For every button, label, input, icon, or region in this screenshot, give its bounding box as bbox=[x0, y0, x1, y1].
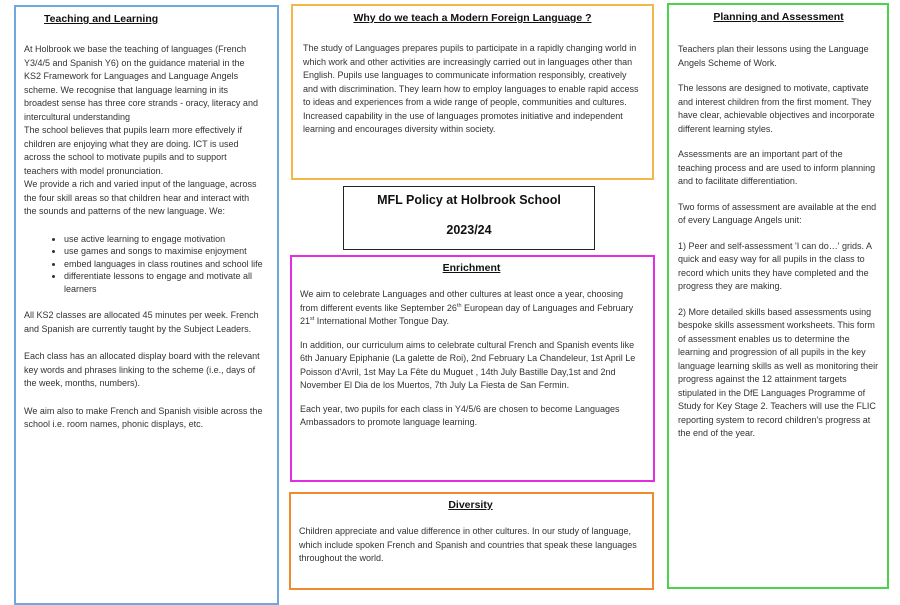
teaching-paragraph-4: All KS2 classes are allocated 45 minutes per week. French and Spanish are currently taught by the Subject Leaders. bbox=[24, 310, 259, 334]
planning-paragraph-6: 2) More detailed skills based assessments using bespoke skills assessment worksheets. This form of assessment enables us to determine the learning and progression of all pupils in the key language learning skills as well as monitoring their progress against the 12 attainment targets stipulated in the DfE Languages Programme of Study for Key Stage 2. Teachers will use the FLIC reporting system to record children's progress at the end of the year. bbox=[678, 306, 879, 438]
why-panel bbox=[291, 4, 654, 180]
teaching-paragraph-3: We provide a rich and varied input of the language, across the four skill areas so that children hear and interact with the sounds and patterns of the new language. We: bbox=[24, 179, 257, 216]
teaching-paragraph-5: Each class has an allocated display board with the relevant key words and phrases linking to the scheme (i.e., days of the week, months, numbers). bbox=[24, 351, 260, 388]
teaching-bullet-list bbox=[24, 233, 263, 296]
diversity-panel bbox=[289, 492, 654, 590]
teaching-paragraph-6: We aim also to make French and Spanish visible across the school i.e. room names, phonic displays, etc. bbox=[24, 405, 263, 429]
teaching-panel bbox=[14, 5, 279, 605]
planning-paragraph-2: The lessons are designed to motivate, captivate and interest children from the first moment. They have clear, achievable objectives and incorporate different learning styles. bbox=[678, 83, 875, 134]
enrichment-paragraph-2: In addition, our curriculum aims to celebrate cultural French and Spanish events like 6th January Epiphanie (La galette de Roi), 2nd February La Chandeleur, 1st April Le Poisson d'Avril, 1st May La Fête du Muguet , 14th July Bastille Day,1st and 2nd November El Dia de los Muertos, 7th July La Fiesta de San Fermin. bbox=[300, 339, 636, 390]
enrichment-paragraph-3: Each year, two pupils for each class in Y4/5/6 are chosen to become Languages Ambassadors to promote language learning. bbox=[300, 403, 620, 427]
why-title: Why do we teach a Modern Foreign Language ? bbox=[353, 12, 592, 24]
bullet-item: • use active learning to engage motivation bbox=[64, 233, 263, 246]
enrichment-panel bbox=[290, 255, 655, 482]
teaching-paragraph-2: The school believes that pupils learn more effectively if children are enjoying what they are doing. ICT is used across the school to motivate pupils and to support teachers with model pronunciation. bbox=[24, 125, 242, 176]
diversity-paragraph: Children appreciate and value difference in other cultures. In our study of language, which include spoken French and Spanish and countries that speak these languages throughout the world. bbox=[299, 526, 637, 563]
policy-year: 2023/24 bbox=[446, 223, 492, 237]
teaching-title: Teaching and Learning bbox=[44, 13, 159, 25]
why-paragraph: The study of Languages prepares pupils to participate in a rapidly changing world in which work and other activities are increasingly carried out in languages other than English. Pupils use languages to communicate information responsibly, creatively and with discrimination. They learn how to employ languages to enable rapid access to ideas and experiences from a wide range of people, communities and cultures. Increased capability in the use of languages promotes initiative and independent learning and encourages diversity within society. bbox=[303, 43, 639, 134]
planning-paragraph-5: 1) Peer and self-assessment 'I can do…' grids. A quick and easy way for all pupils in the class to record which units they have completed and the progress they are making. bbox=[678, 240, 872, 291]
planning-title: Planning and Assessment bbox=[713, 11, 844, 23]
policy-title-box bbox=[343, 186, 595, 250]
bullet-item: • embed languages in class routines and school life bbox=[64, 258, 263, 271]
bullet-item: • use games and songs to maximise enjoyment bbox=[64, 245, 263, 258]
bullet-item: • differentiate lessons to engage and motivate all learners bbox=[64, 270, 263, 295]
planning-paragraph-1: Teachers plan their lessons using the Language Angels Scheme of Work. bbox=[678, 44, 869, 68]
enrichment-title: Enrichment bbox=[442, 262, 501, 274]
enrichment-paragraph-1: We aim to celebrate Languages and other cultures at least once a year, choosing from different events like September 26th European day of Languages and February 21st International Mother Tongue Day. bbox=[300, 289, 634, 326]
planning-panel bbox=[667, 3, 889, 589]
planning-paragraph-3: Assessments are an important part of the teaching process and are used to inform planning and to facilitate differentiation. bbox=[678, 149, 876, 186]
diversity-title: Diversity bbox=[448, 499, 493, 511]
teaching-paragraph-1: At Holbrook we base the teaching of languages (French Y3/4/5 and Spanish Y6) on the guidance material in the KS2 Framework for Languages and Language Angels scheme. We recognise that language learning in its broadest sense has three core strands - oracy, literacy and intercultural understanding bbox=[24, 44, 258, 122]
planning-paragraph-4: Two forms of assessment are available at the end of every Language Angels unit: bbox=[678, 201, 877, 225]
policy-title: MFL Policy at Holbrook School bbox=[377, 193, 561, 207]
